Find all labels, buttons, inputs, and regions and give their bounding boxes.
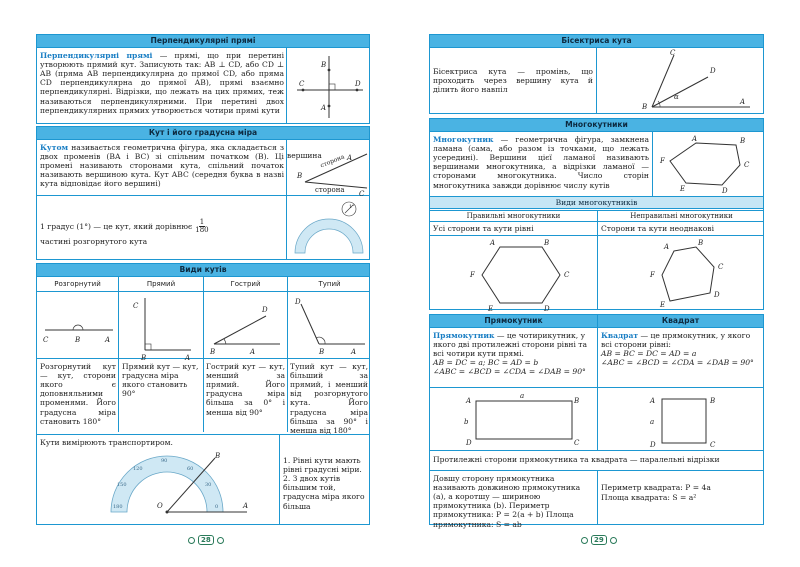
svg-text:E: E	[680, 185, 686, 193]
obtuse-angle-desc: Тупий кут — кут, більший за прямий, і менший від розгорнутого кута. Його градусна міра більша за 90° і менша від 180°	[290, 362, 368, 435]
regular-desc: Усі сторони та кути рівні	[433, 224, 534, 233]
svg-text:A: A	[650, 397, 656, 405]
column-header: Прямий	[146, 280, 176, 288]
svg-text:A: A	[664, 243, 670, 251]
label-c: C	[359, 190, 365, 198]
acute-angle-desc: Гострий кут — кут, менший за прямий. Його градусна міра більша за 0° і менша від 90°	[206, 362, 285, 417]
angle-figure	[287, 142, 369, 198]
regular-header: Правильні многокутники	[466, 212, 561, 220]
svg-text:D: D	[650, 441, 656, 449]
irregular-desc: Сторони та кути неоднакові	[601, 224, 714, 233]
svg-text:A: A	[740, 98, 746, 106]
svg-text:0: 0	[215, 504, 219, 510]
svg-text:F: F	[660, 157, 665, 165]
square-perimeter: Периметр квадрата: P = 4a	[601, 483, 711, 492]
section-header: Многокутники	[430, 119, 763, 132]
svg-text:150: 150	[117, 482, 127, 488]
svg-text:A: A	[243, 502, 249, 510]
types-header: Види многокутників	[430, 197, 763, 209]
svg-text:D: D	[466, 439, 472, 447]
svg-text:D: D	[544, 305, 550, 313]
svg-text:D: D	[295, 298, 301, 306]
bisector-section	[429, 34, 764, 114]
label-a: A	[321, 104, 327, 112]
rectangle-figure	[460, 389, 590, 449]
svg-text:B: B	[710, 397, 716, 405]
svg-text:A: A	[490, 239, 496, 247]
svg-text:60: 60	[187, 466, 194, 472]
svg-text:D: D	[714, 291, 720, 299]
vertex-label: вершина	[287, 151, 322, 160]
svg-text:90: 90	[161, 458, 168, 464]
svg-text:B: B	[740, 137, 746, 145]
svg-text:α: α	[674, 93, 679, 101]
label-b: B	[321, 61, 327, 69]
perpendicular-section	[36, 34, 370, 124]
bisector-text: Бісектриса кута — промінь, що проходить через вершину кута й ділить його навпіл	[433, 67, 593, 95]
svg-text:E: E	[488, 305, 494, 313]
svg-text:180: 180	[113, 504, 123, 510]
regular-hexagon-figure	[460, 237, 580, 313]
polygon-definition: Многокутник — геометрична фігура, замкнена ламана (сама, або разом із точками, що лежать усередині). Вершини цієї ламаної називають вершинами многокутника, а відрізки ламаної — сторонами многокутника. Число сторін многокутника завжди дорівнює числу кутів	[433, 135, 649, 190]
label-a: A	[347, 154, 353, 162]
page-number: 28	[188, 535, 224, 545]
label-d: D	[355, 80, 361, 88]
svg-text:D: D	[262, 306, 268, 314]
svg-text:E: E	[660, 301, 666, 309]
svg-text:B: B	[544, 239, 550, 247]
svg-text:a: a	[650, 418, 655, 426]
straight-angle-desc: Розгорнутий кут — кут, сторони якого є доповняльними променями. Його градусна міра становить 180°	[40, 362, 116, 426]
side-label: сторона	[315, 186, 345, 194]
svg-text:b: b	[464, 418, 469, 426]
right-angle-figure	[121, 294, 201, 362]
rectangle-formulas: Довшу сторону прямокутника називають довжиною прямокутника (a), а коротшу — шириною прямокутника (b). Периметр прямокутника: P = 2(a + b) Площа прямокутника: S = ab	[433, 474, 581, 529]
polygons-section	[429, 118, 764, 313]
svg-text:O: O	[157, 502, 163, 510]
equal-angles-note: 1. Рівні кути мають рівні градусні міри. 2. З двох кутів більшим той, градусна міра якого більша	[283, 456, 365, 511]
svg-text:D: D	[710, 67, 716, 75]
column-header: Тупий	[318, 280, 341, 288]
angle-kinds-section	[36, 263, 370, 525]
svg-text:B: B	[75, 336, 81, 344]
section-header: Види кутів	[37, 264, 369, 277]
svg-text:F: F	[650, 271, 655, 279]
square-definition: Квадрат — це прямокутник, у якого всі сторони рівні: AB = BC = DC = AD = a ∠ABC = ∠BCD = ∠CDA = ∠DAB = 90°	[601, 331, 754, 368]
svg-text:B: B	[210, 348, 216, 356]
svg-text:a: a	[520, 392, 525, 400]
svg-text:B: B	[642, 103, 648, 111]
svg-text:A: A	[105, 336, 111, 344]
protractor-figure	[103, 450, 273, 522]
straight-angle-figure	[39, 294, 117, 356]
svg-text:A: A	[351, 348, 357, 356]
section-header: Кут і його градусна міра	[37, 127, 369, 140]
rectangle-header: Прямокутник	[430, 315, 597, 328]
square-figure	[640, 389, 750, 449]
svg-text:B: B	[698, 239, 704, 247]
svg-text:120: 120	[133, 466, 143, 472]
section-header: Перпендикулярні прямі	[37, 35, 369, 48]
angle-definition: Кутом називається геометрична фігура, яка складається з двох променів (BA і BC) зі спільним початком (B). Ці промені називають сторонами кута, спільний початок називають вершиною кута. Кут ABC (середня буква в назві кута відповідає його вершині)	[40, 143, 284, 189]
angle-section	[36, 126, 370, 260]
svg-text:C: C	[718, 263, 724, 271]
svg-text:B: B	[574, 397, 580, 405]
perpendicular-text: Перпендикулярні прямі — прямі, що при перетині утворюють прямий кут. Записують так: AB ⊥ CD, або CD ⊥ AB (пряма AB перпендикулярна до прямої CD, або пряма CD перпендикулярна до прямої AB), прямі взаємно перпендикулярні. Відрізки, що лежать на цих прямих, теж називаються перпендикулярними. При перетині двох перпендикулярних прямих утворюється чотири прямі кути	[40, 51, 284, 115]
degree-definition: 1 градус (1°) — це кут, який дорівнює 1 180 частині розгорнутого кута	[40, 218, 209, 246]
svg-text:1°: 1°	[349, 204, 355, 210]
svg-text:B: B	[319, 348, 325, 356]
column-header: Розгорнутий	[54, 280, 101, 288]
parallel-note: Протилежні сторони прямокутника та квадрата — паралельні відрізки	[433, 455, 720, 464]
square-header: Квадрат	[598, 315, 763, 328]
svg-text:C: C	[133, 302, 139, 310]
svg-text:A: A	[250, 348, 256, 356]
svg-text:C: C	[43, 336, 49, 344]
svg-text:B: B	[141, 354, 147, 362]
svg-text:D: D	[722, 187, 728, 195]
svg-text:C: C	[564, 271, 570, 279]
protractor-degree-figure	[291, 199, 367, 257]
svg-text:C: C	[670, 49, 676, 57]
right-angle-desc: Прямий кут — кут, градусна міра якого становить 90°	[122, 362, 199, 399]
section-header: Бісектриса кута	[430, 35, 763, 48]
protractor-text: Кути вимірюють транспортиром.	[40, 438, 173, 447]
svg-text:C: C	[744, 161, 750, 169]
svg-text:C: C	[574, 439, 580, 447]
obtuse-angle-figure	[289, 294, 369, 356]
square-area: Площа квадрата: S = a²	[601, 493, 697, 502]
column-header: Гострий	[230, 280, 261, 288]
svg-text:B: B	[215, 452, 221, 460]
svg-text:F: F	[470, 271, 475, 279]
svg-text:A: A	[692, 135, 698, 143]
perpendicular-figure	[289, 50, 369, 122]
svg-text:30: 30	[205, 482, 212, 488]
svg-text:A: A	[466, 397, 472, 405]
acute-angle-figure	[206, 294, 286, 356]
rectangle-square-section	[429, 314, 764, 529]
svg-text:C: C	[710, 441, 716, 449]
label-b: B	[297, 172, 303, 180]
bisector-figure	[600, 49, 762, 113]
rectangle-definition: Прямокутник — це чотирикутник, у якого дві протилежні сторони рівні та всі чотири кути прямі. AB = DC = a; BC = AD = b ∠ABC = ∠BCD = ∠CDA = ∠DAB = 90°	[433, 331, 588, 377]
page-number: 29	[581, 535, 617, 545]
irregular-hexagon-figure	[640, 237, 760, 309]
irregular-header: Неправильні многокутники	[630, 212, 733, 220]
svg-text:A: A	[185, 354, 191, 362]
label-c: C	[299, 80, 305, 88]
polygon-figure	[656, 133, 762, 195]
side-label: сторона	[319, 153, 346, 170]
